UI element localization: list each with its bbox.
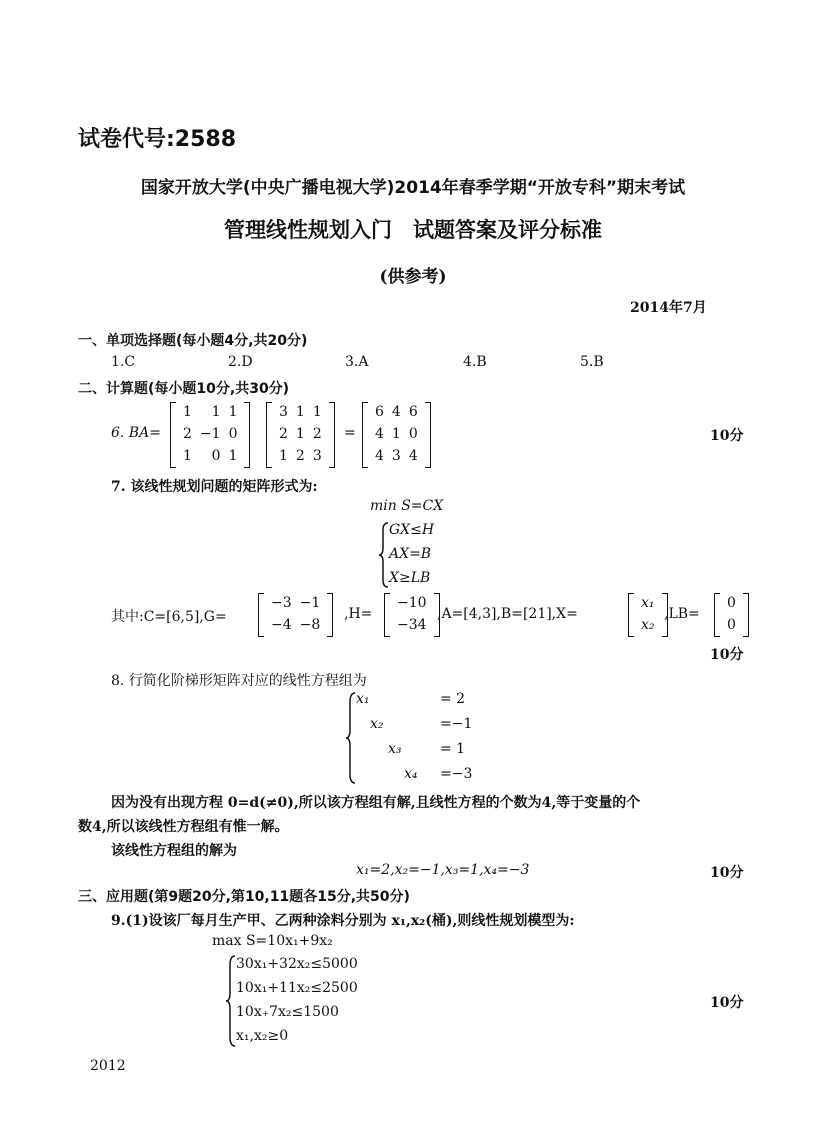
q8-solution: x₁=2,x₂=−1,x₃=1,x₄=−3 (356, 862, 530, 878)
q7-ab: ,A=[4,3],B=[21],X= (437, 606, 578, 622)
q8-score: 10分 (710, 865, 744, 881)
matrix-cell: 1 (183, 448, 192, 464)
university-line: 国家开放大学(中央广播电视大学)2014年春季学期“开放专科”期末考试 (140, 178, 686, 198)
q9-constraint-4: x₁,x₂≥0 (236, 1028, 289, 1044)
section2-heading: 二、计算题(每小题10分,共30分) (78, 381, 290, 397)
matrix-cell: 0 (727, 595, 736, 611)
matrix-cell: 1 (391, 426, 401, 442)
q8-var-1: x₁ (356, 691, 370, 707)
q6-score: 10分 (710, 428, 744, 444)
matrix-cell: 4 (408, 448, 418, 464)
equals-sign: = (344, 425, 356, 441)
matrix-cell: 4 (391, 404, 401, 420)
matrix-cell: 1 (228, 448, 238, 464)
q7-objective: min S=CX (370, 498, 444, 514)
matrix-cell: 0 (408, 426, 418, 442)
q8-rhs-4: =−3 (440, 766, 473, 782)
matrix-cell: −34 (397, 617, 427, 633)
matrix-b (266, 402, 335, 468)
q8-rhs-2: =−1 (440, 716, 473, 732)
q8-rhs-3: = 1 (440, 741, 466, 757)
matrix-a (170, 402, 250, 468)
matrix-cell: 1 (183, 404, 192, 420)
matrix-cell: 4 (375, 426, 384, 442)
matrix-lb (714, 593, 749, 637)
q7-h-prefix: ,H= (344, 606, 373, 622)
page-subtitle: (供参考) (379, 267, 447, 287)
matrix-cell: 1 (295, 404, 305, 420)
matrix-cell: 2 (312, 426, 322, 442)
matrix-cell: 3 (391, 448, 401, 464)
matrix-cell: −1 (299, 595, 321, 611)
matrix-cell: 3 (279, 404, 288, 420)
q9-intro: 9.(1)设该厂每月生产甲、乙两种涂料分别为 x₁,x₂(桶),则线性规划模型为: (111, 913, 575, 929)
matrix-cell: 0 (228, 426, 238, 442)
matrix-cell: x₁ (641, 595, 655, 611)
q8-intro: 8. 行简化阶梯形矩阵对应的线性方程组为 (111, 673, 367, 689)
answer-2: 2.D (228, 354, 253, 370)
matrix-cell: 1 (228, 404, 238, 420)
matrix-cell: −1 (199, 426, 221, 442)
q8-explain-2: 数4,所以该线性方程组有惟一解。 (78, 819, 289, 835)
q8-rhs-1: = 2 (440, 691, 466, 707)
matrix-cell: 0 (211, 448, 221, 464)
q8-var-3: x₃ (388, 741, 402, 757)
q9-constraint-2: 10x₁+11x₂≤2500 (236, 980, 358, 996)
q9-score: 10分 (710, 995, 744, 1011)
matrix-cell: 1 (211, 404, 221, 420)
q7-score: 10分 (710, 647, 744, 663)
q7-constraint-3: X≥LB (389, 570, 431, 586)
q7-where: 其中:C=[6,5],G= (111, 609, 227, 625)
matrix-cell: 1 (279, 448, 288, 464)
q9-objective: max S=10x₁+9x₂ (212, 933, 333, 949)
q6-label: 6. BA= (111, 425, 161, 441)
q8-explain-1: 因为没有出现方程 0=d(≠0),所以该方程组有解,且线性方程的个数为4,等于变量的个 (111, 795, 641, 811)
matrix-cell: 0 (727, 617, 736, 633)
matrix-cell: 2 (279, 426, 288, 442)
matrix-cell: 6 (375, 404, 384, 420)
page-title: 管理线性规划入门 试题答案及评分标准 (224, 217, 602, 242)
matrix-cell: 1 (312, 404, 322, 420)
q9-constraint-1: 30x₁+32x₂≤5000 (236, 956, 358, 972)
answer-3: 3.A (345, 354, 369, 370)
matrix-cell: 2 (183, 426, 192, 442)
paper-code: 试卷代号:2588 (78, 127, 237, 152)
matrix-h (384, 593, 440, 637)
q7-constraint-2: AX=B (389, 546, 432, 562)
matrix-cell: −4 (271, 617, 292, 633)
exam-date: 2014年7月 (630, 300, 707, 316)
answer-1: 1.C (111, 354, 136, 370)
answer-5: 5.B (580, 354, 604, 370)
section1-heading: 一、单项选择题(每小题4分,共20分) (78, 333, 308, 349)
q8-var-4: x₄ (404, 766, 418, 782)
section3-heading: 三、应用题(第9题20分,第10,11题各15分,共50分) (78, 889, 410, 905)
matrix-cell: −8 (299, 617, 321, 633)
page-number: 2012 (90, 1058, 126, 1074)
matrix-g (258, 593, 333, 637)
answer-4: 4.B (463, 354, 487, 370)
matrix-cell: −10 (397, 595, 427, 611)
matrix-cell: 1 (295, 426, 305, 442)
matrix-cell: x₂ (641, 617, 655, 633)
q7-constraint-1: GX≤H (389, 522, 435, 538)
q9-constraint-3: 10x₊7x₂≤1500 (236, 1004, 339, 1020)
matrix-x (628, 593, 668, 637)
matrix-cell: 3 (312, 448, 322, 464)
q7-intro: 7. 该线性规划问题的矩阵形式为: (111, 479, 318, 495)
matrix-cell: −3 (271, 595, 292, 611)
matrix-cell: 6 (408, 404, 418, 420)
matrix-result (362, 402, 431, 468)
matrix-cell: 4 (375, 448, 384, 464)
q8-solution-intro: 该线性方程组的解为 (111, 843, 237, 859)
q8-var-2: x₂ (370, 716, 384, 732)
matrix-cell: 2 (295, 448, 305, 464)
q7-lb-prefix: ,LB= (664, 606, 700, 622)
